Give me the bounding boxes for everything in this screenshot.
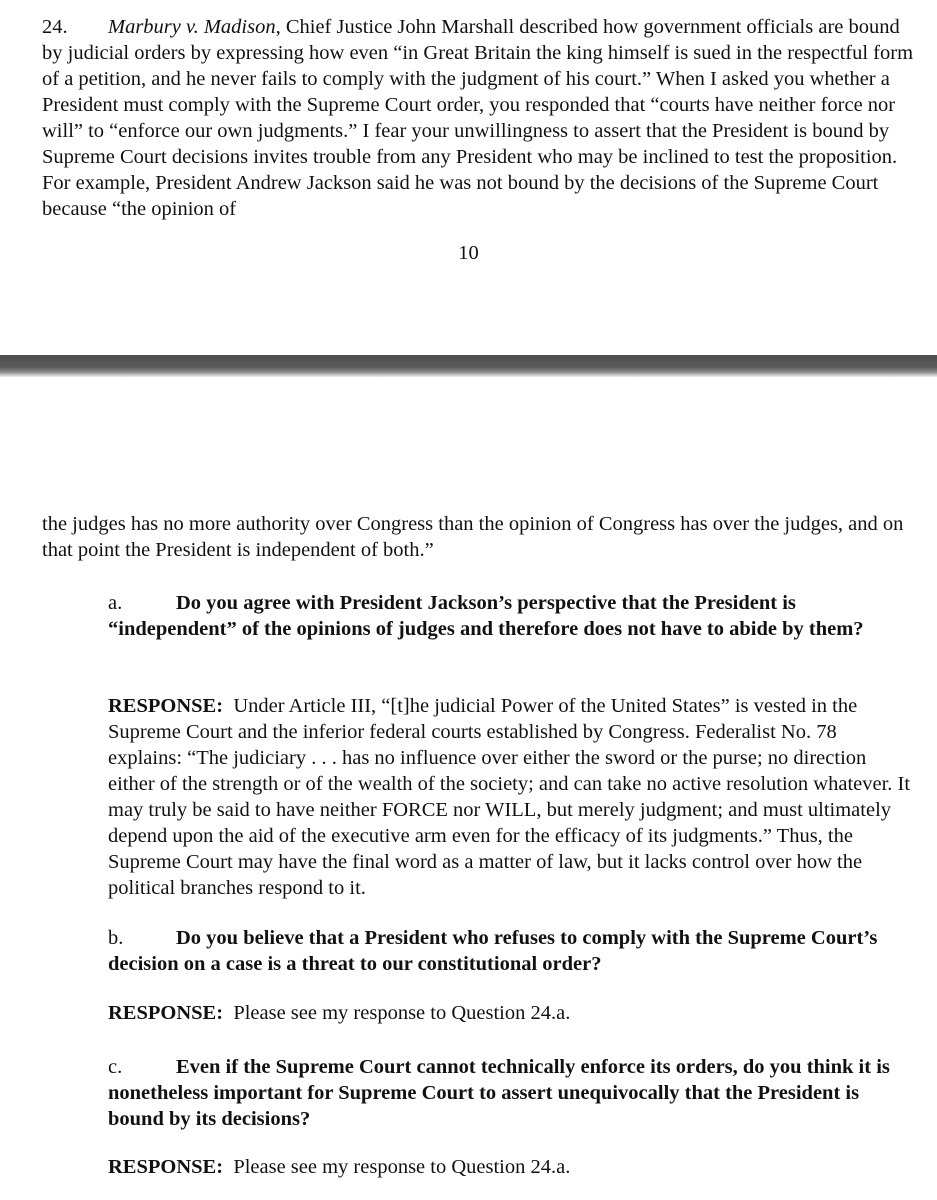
page-bottom <box>0 377 937 1200</box>
question-text: Do you agree with President Jackson’s perspective that the President is “independent” of the opinions of judges and therefore does not have to abide by them? <box>108 592 864 640</box>
response-text: Please see my response to Question 24.a. <box>233 1156 571 1178</box>
response-b <box>108 1000 914 1026</box>
question-letter: b. <box>108 927 124 949</box>
continuation-text: the judges has no more authority over Congress than the opinion of Congress has over the judges, and on that point the President is independent of both.” <box>42 513 904 561</box>
question-letter: a. <box>108 592 123 614</box>
question-b <box>108 925 914 977</box>
response-text: Under Article III, “[t]he judicial Power of the United States” is vested in the Supreme Court and the inferior federal courts established by Congress. Federalist No. 78 explains: “The judiciary . . . has no influence over either the sword or the purse; no direction either of the strength or of the wealth of the society; and can take no active resolution whatever. It may truly be said to have neither FORCE nor WILL, but merely judgment; and must ultimately depend upon the aid of the executive arm even for the efficacy of its judgments.” Thus, the Supreme Court may have the final word as a matter of law, but it lacks control over how the political branches respond to it. <box>108 695 911 899</box>
response-text: Please see my response to Question 24.a. <box>233 1002 571 1024</box>
response-label: RESPONSE: <box>108 1002 224 1024</box>
response-label: RESPONSE: <box>108 695 224 717</box>
response-label: RESPONSE: <box>108 1156 224 1178</box>
question-text: Do you believe that a President who refuses to comply with the Supreme Court’s decision on a case is a threat to our constitutional order? <box>108 927 878 975</box>
paragraph-text: , Chief Justice John Marshall described how government officials are bound by judicial orders by expressing how even “in Great Britain the king himself is sued in the respectful form of a petition, and he never fails to comply with the judgment of his court.” When I asked you whether a President must comply with the Supreme Court order, you responded that “courts have neither force nor will” to “enforce our own judgments.” I fear your unwillingness to assert that the President is bound by Supreme Court decisions invites trouble from any President who may be inclined to test the proposition. For example, President Andrew Jackson said he was not bound by the decisions of the Supreme Court because “the opinion of <box>42 16 914 220</box>
response-a <box>108 693 914 901</box>
page-top <box>0 0 937 355</box>
question-c <box>108 1054 914 1132</box>
question-letter: c. <box>108 1056 123 1078</box>
paragraph-24 <box>42 14 914 222</box>
question-text: Even if the Supreme Court cannot technically enforce its orders, do you think it is nonetheless important for Supreme Court to assert unequivocally that the President is bound by its decisions? <box>108 1056 890 1130</box>
question-a <box>108 590 914 642</box>
page-number: 10 <box>458 242 479 264</box>
page-divider <box>0 355 937 377</box>
case-name: Marbury v. Madison <box>108 16 276 38</box>
paragraph-number: 24. <box>42 16 68 38</box>
response-c <box>108 1154 914 1180</box>
